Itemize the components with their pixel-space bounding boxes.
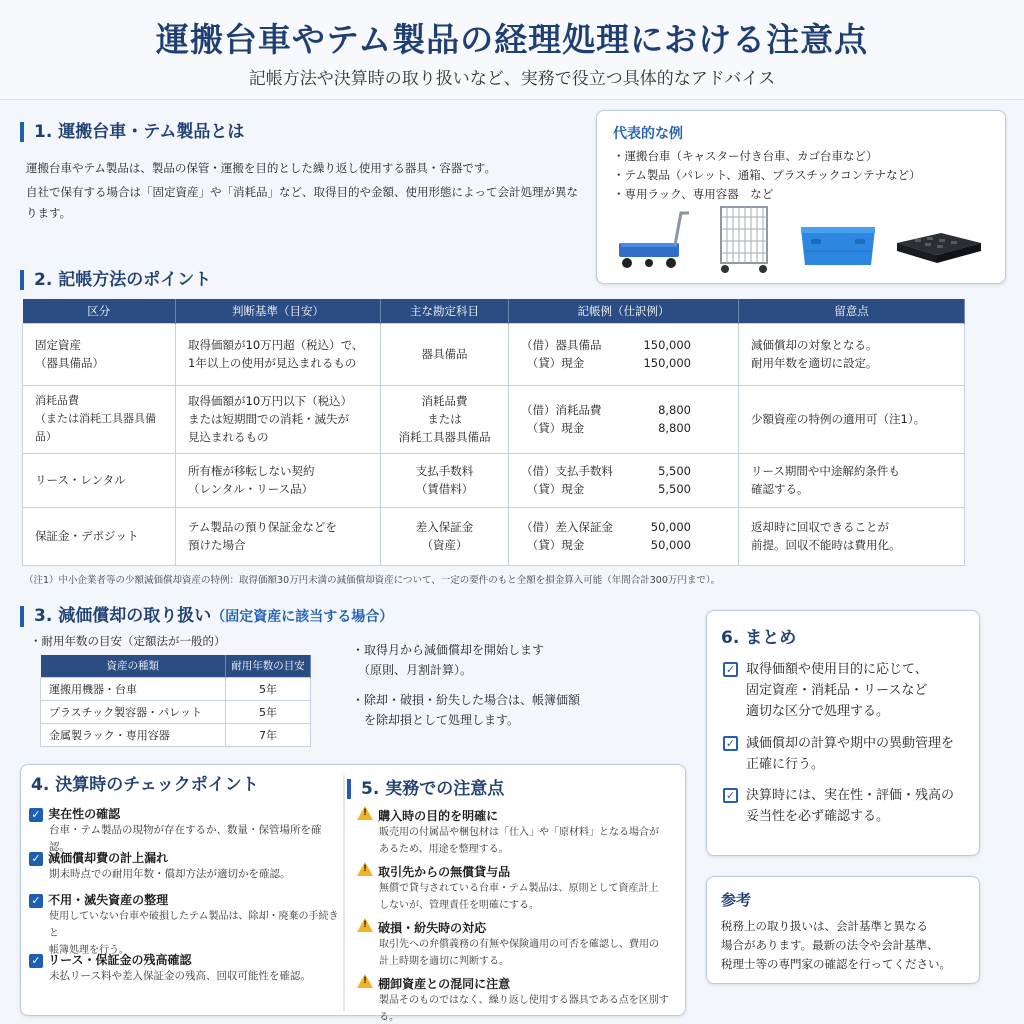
caution-item-desc: 製品そのものではなく、繰り返し使用する器具である点を区別する。 bbox=[379, 995, 669, 1023]
check-item-head: 不用・滅失資産の整理 bbox=[48, 893, 169, 907]
example-item: ・テム製品（パレット、通箱、プラスチックコンテナなど） bbox=[613, 168, 921, 182]
checkbox-icon: ✓ bbox=[29, 954, 43, 968]
entry-amount: 150,000 bbox=[643, 356, 691, 370]
account-cell: 器具備品 bbox=[381, 323, 509, 385]
reference-title: 参考 bbox=[721, 891, 752, 909]
note-cell: リース期間や中途解約条件も 確認する。 bbox=[739, 453, 965, 507]
caution-item bbox=[357, 805, 683, 858]
caution-item-desc: 販売用の付属品や梱包材は「仕入」や「原材料」となる場合が あるため、用途を整理する。 bbox=[379, 827, 659, 855]
caution-item-head: 購入時の目的を明確に bbox=[378, 809, 499, 823]
entry-amount: 8,800 bbox=[658, 421, 691, 435]
entry-cell bbox=[509, 323, 739, 385]
section1-title: 1. 運搬台車・テム製品とは bbox=[20, 122, 244, 142]
checkbox-icon: ✓ bbox=[723, 736, 738, 751]
cage-cart-icon bbox=[715, 203, 773, 277]
entry-amount: 5,500 bbox=[658, 464, 691, 478]
check-item-head: 減価償却費の計上漏れ bbox=[48, 851, 169, 865]
caution-item bbox=[357, 973, 683, 1024]
section1-para1: 運搬台車やテム製品は、製品の保管・運搬を目的とした繰り返し使用する器具・容器です。 bbox=[26, 161, 496, 175]
life-label: ・耐用年数の目安（定額法が一般的） bbox=[30, 634, 226, 648]
summary-item bbox=[723, 785, 975, 827]
note-cell: 少額資産の特例の適用可（注1）。 bbox=[739, 385, 965, 453]
entry-cell bbox=[509, 507, 739, 565]
entry-amount: 150,000 bbox=[643, 338, 691, 352]
life-cell: 7年 bbox=[226, 723, 311, 746]
entry-credit: （貸）現金 bbox=[521, 421, 585, 435]
summary-item bbox=[723, 733, 975, 775]
summary-card bbox=[706, 610, 980, 856]
examples-card bbox=[596, 110, 1006, 284]
reference-text: 税務上の取り扱いは、会計基準と異なる 場合があります。最新の法令や会計基準、 税理士等の専門家の確認を行ってください。 bbox=[721, 919, 951, 971]
criteria-cell: テム製品の預り保証金などを 預けた場合 bbox=[176, 507, 381, 565]
column-header: 耐用年数の目安 bbox=[226, 655, 311, 677]
caution-item-head: 破損・紛失時の対応 bbox=[378, 921, 487, 935]
column-header: 留意点 bbox=[739, 299, 965, 323]
section2-title: 2. 記帳方法のポイント bbox=[20, 270, 211, 290]
entry-debit: （借）消耗品費 bbox=[521, 403, 602, 417]
examples-title: 代表的な例 bbox=[613, 126, 683, 142]
column-header: 区分 bbox=[23, 299, 176, 323]
caution-item-desc: 無償で貸与されている台車・テム製品は、原則として資産計上 しないが、管理責任を明確にする。 bbox=[379, 883, 659, 911]
page-subtitle: 記帳方法や決算時の取り扱いなど、実務で役立つ具体的なアドバイス bbox=[248, 69, 776, 89]
section5-title: 5. 実務での注意点 bbox=[347, 779, 504, 799]
category-cell: 保証金・デポジット bbox=[23, 507, 176, 565]
category-cell: リース・レンタル bbox=[23, 453, 176, 507]
criteria-cell: 取得価額が10万円以下（税込） または短期間での消耗・滅失が 見込まれるもの bbox=[176, 385, 381, 453]
asset-type-cell: 運搬用機器・台車 bbox=[41, 677, 226, 700]
column-header: 記帳例（仕訳例） bbox=[509, 299, 739, 323]
section3-title-main: 3. 減価償却の取り扱い bbox=[34, 606, 212, 626]
entry-amount: 5,500 bbox=[658, 482, 691, 496]
account-cell: 消耗品費 または 消耗工具器具備品 bbox=[381, 385, 509, 453]
category-cell: 固定資産 （器具備品） bbox=[23, 323, 176, 385]
table-row bbox=[23, 507, 965, 565]
note-cell: 減価償却の対象となる。 耐用年数を適切に設定。 bbox=[739, 323, 965, 385]
summary-title: 6. まとめ bbox=[721, 628, 797, 648]
criteria-cell: 取得価額が10万円超（税込）で、 1年以上の使用が見込まれるもの bbox=[176, 323, 381, 385]
warning-icon bbox=[357, 974, 373, 988]
caution-item-head: 棚卸資産との混同に注意 bbox=[378, 977, 511, 991]
life-cell: 5年 bbox=[226, 677, 311, 700]
section3-title bbox=[20, 606, 393, 627]
table-row bbox=[41, 677, 311, 700]
caution-item bbox=[357, 861, 683, 914]
entry-amount: 50,000 bbox=[650, 538, 691, 552]
table-row bbox=[23, 385, 965, 453]
table-row bbox=[41, 700, 311, 723]
table-row bbox=[23, 453, 965, 507]
summary-item-text: 減価償却の計算や期中の異動管理を 正確に行う。 bbox=[746, 736, 955, 772]
checkbox-icon: ✓ bbox=[723, 662, 738, 677]
check-item-desc: 未払リース料や差入保証金の残高、回収可能性を確認。 bbox=[49, 970, 311, 982]
check-item-desc: 使用していない台車や破損したテム製品は、除却・廃棄の手続きと 帳簿処理を行う。 bbox=[49, 911, 339, 956]
entry-debit: （借）支払手数料 bbox=[521, 464, 613, 478]
account-cell: 差入保証金 （資産） bbox=[381, 507, 509, 565]
check-item-desc: 台車・テム製品の現物が存在するか、数量・保管場所を確認。 bbox=[49, 824, 322, 853]
table-header-row bbox=[41, 655, 311, 677]
table-header-row bbox=[23, 299, 965, 323]
life-cell: 5年 bbox=[226, 700, 311, 723]
section4-title: 4. 決算時のチェックポイント bbox=[31, 775, 259, 795]
section1-para2: 自社で保有する場合は「固定資産」や「消耗品」など、取得目的や金額、使用形態によって会計処理が異なります。 bbox=[26, 185, 578, 220]
entry-credit: （貸）現金 bbox=[521, 482, 585, 496]
depreciation-point: ・取得月から減価償却を開始します （原則、月割計算）。 bbox=[352, 643, 545, 677]
summary-item bbox=[723, 659, 975, 722]
entry-credit: （貸）現金 bbox=[521, 538, 585, 552]
entry-cell bbox=[509, 385, 739, 453]
column-header: 資産の種類 bbox=[41, 655, 226, 677]
check-item bbox=[29, 847, 341, 883]
caution-item bbox=[357, 917, 683, 970]
entry-amount: 8,800 bbox=[658, 403, 691, 417]
entry-cell bbox=[509, 453, 739, 507]
page-title: 運搬台車やテム製品の経理処理における注意点 bbox=[155, 20, 869, 59]
caution-item-desc: 取引先への弁償義務の有無や保険適用の可否を確認し、費用の 計上時期を適切に判断する。 bbox=[379, 939, 659, 967]
asset-type-cell: 金属製ラック・専用容器 bbox=[41, 723, 226, 746]
entry-debit: （借）差入保証金 bbox=[521, 520, 613, 534]
criteria-cell: 所有権が移転しない契約 （レンタル・リース品） bbox=[176, 453, 381, 507]
note-cell: 返却時に回収できることが 前提。回収不能時は費用化。 bbox=[739, 507, 965, 565]
section3-title-sub: （固定資産に該当する場合） bbox=[211, 609, 394, 625]
entry-credit: （貸）現金 bbox=[521, 356, 585, 370]
plastic-container-icon bbox=[797, 221, 879, 269]
summary-item-text: 決算時には、実在性・評価・残高の 妥当性を必ず確認する。 bbox=[746, 788, 955, 824]
warning-icon bbox=[357, 862, 373, 876]
depreciation-point: ・除却・破損・紛失した場合は、帳簿価額 を除却損として処理します。 bbox=[352, 693, 581, 727]
entry-amount: 50,000 bbox=[650, 520, 691, 534]
check-item bbox=[29, 949, 341, 985]
example-item: ・運搬台車（キャスター付き台車、カゴ台車など） bbox=[613, 149, 878, 163]
table-row bbox=[41, 723, 311, 746]
check-item-head: リース・保証金の残高確認 bbox=[48, 953, 192, 967]
entry-debit: （借）器具備品 bbox=[521, 338, 602, 352]
category-cell: 消耗品費 （または消耗工具器具備品） bbox=[23, 385, 176, 453]
warning-icon bbox=[357, 806, 373, 820]
account-cell: 支払手数料 （賃借料） bbox=[381, 453, 509, 507]
table-row bbox=[23, 323, 965, 385]
reference-card bbox=[706, 876, 980, 984]
checkpoints-card bbox=[20, 764, 686, 1023]
example-item: ・専用ラック、専用容器 など bbox=[613, 187, 774, 201]
bookkeeping-table bbox=[22, 299, 965, 566]
checkbox-icon: ✓ bbox=[29, 894, 43, 908]
asset-type-cell: プラスチック製容器・パレット bbox=[41, 700, 226, 723]
checkbox-icon: ✓ bbox=[29, 808, 43, 822]
warning-icon bbox=[357, 918, 373, 932]
check-item-head: 実在性の確認 bbox=[48, 807, 121, 821]
table-footnote: （注1）中小企業者等の少額減価償却資産の特例：取得価額30万円未満の減価償却資産について、一定の要件のもと全額を損金算入可能（年間合計300万円まで）。 bbox=[24, 575, 721, 586]
column-header: 判断基準（目安） bbox=[176, 299, 381, 323]
check-item-desc: 期末時点での耐用年数・償却方法が適切かを確認。 bbox=[49, 868, 291, 880]
checkbox-icon: ✓ bbox=[29, 852, 43, 866]
flat-cart-icon bbox=[615, 209, 693, 275]
column-header: 主な勘定科目 bbox=[381, 299, 509, 323]
useful-life-table bbox=[40, 655, 311, 747]
checkbox-icon: ✓ bbox=[723, 788, 738, 803]
caution-item-head: 取引先からの無償貸与品 bbox=[378, 865, 511, 879]
pallet-icon bbox=[891, 229, 985, 269]
summary-item-text: 取得価額や使用目的に応じて、 固定資産・消耗品・リースなど 適切な区分で処理する。 bbox=[746, 662, 928, 719]
